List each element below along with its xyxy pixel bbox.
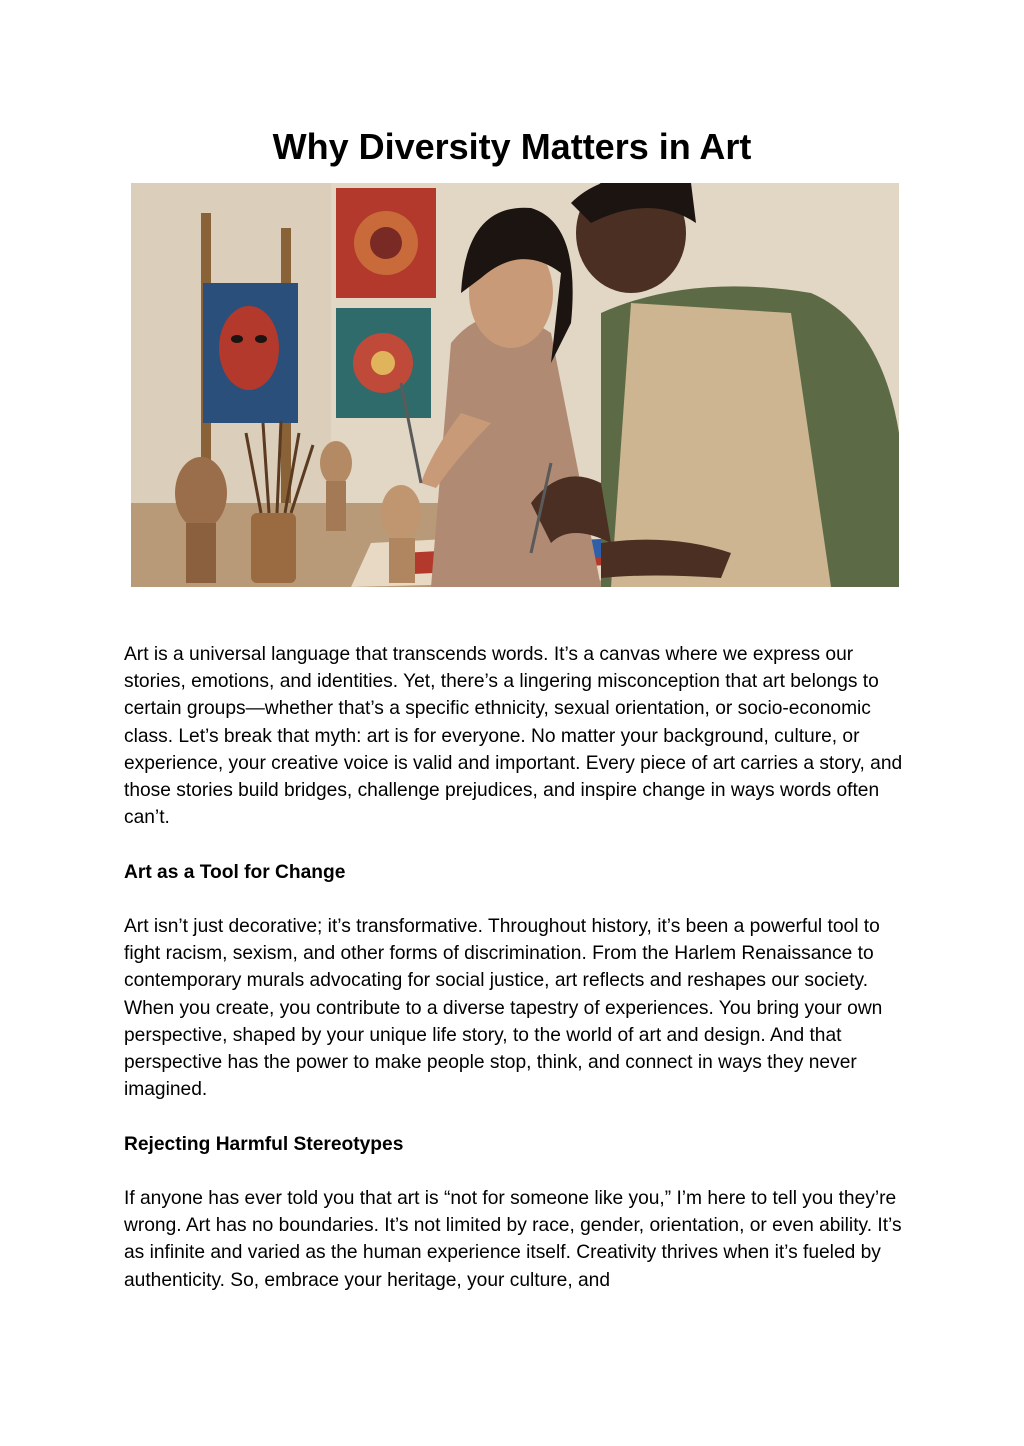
hero-image — [131, 183, 899, 587]
page-title: Why Diversity Matters in Art — [272, 126, 752, 167]
stereotypes-paragraph: If anyone has ever told you that art is “not for someone like you,” I’m here to tell you they’re wrong. Art has no boundaries. It’s not limited by race, gender, orientation, or even ability. It’s as infinite and varied as the human experience itself. Creativity thrives when it’s fueled by authenticity. So, embrace your heritage, your culture, and — [124, 1188, 902, 1291]
artists-painting-photo-icon — [131, 183, 899, 587]
intro-paragraph: Art is a universal language that transcends words. It’s a canvas where we express our stories, emotions, and identities. Yet, there’s a lingering misconception that art belongs to certain groups—whether that’s a specific ethnicity, sexual orientation, or socio-economic class. Let’s break that myth: art is for everyone. No matter your background, culture, or experience, your creative voice is valid and important. Every piece of art carries a story, and those stories build bridges, challenge prejudices, and inspire change in ways words often can’t. — [124, 644, 903, 829]
change-paragraph: Art isn’t just decorative; it’s transformative. Throughout history, it’s been a powerful tool to fight racism, sexism, and other forms of discrimination. From the Harlem Renaissance to contemporary murals advocating for social justice, art reflects and reshapes our society. When you create, you contribute to a diverse tapestry of experiences. You bring your own perspective, shaped by your unique life story, to the world of art and design. And that perspective has the power to make people stop, think, and connect in ways they never imagined. — [124, 916, 883, 1101]
section-heading-change: Art as a Tool for Change — [124, 861, 346, 883]
section-heading-stereotypes: Rejecting Harmful Stereotypes — [124, 1133, 404, 1155]
article-body — [124, 641, 904, 1321]
